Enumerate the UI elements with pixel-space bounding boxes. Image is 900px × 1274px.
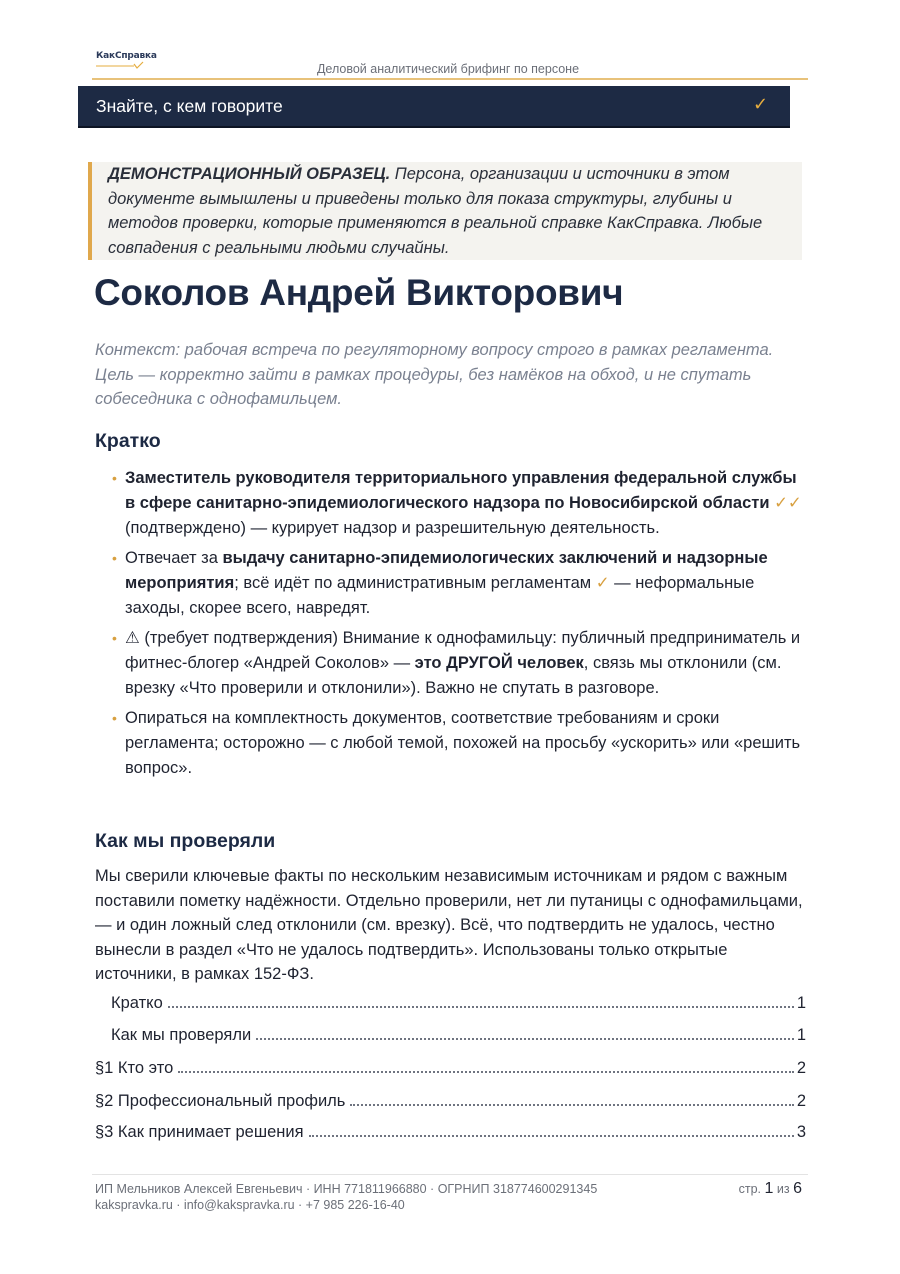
list-item-text: (подтверждено) — курирует надзор и разрешительную деятельность. <box>125 519 660 537</box>
banner-title: Знайте, с кем говорите <box>96 96 283 116</box>
footer-contacts[interactable]: kakspravka.ru · info@kakspravka.ru · +7 985 226-16-40 <box>95 1198 405 1212</box>
list-item-text: ; всё идёт по административным регламентам <box>234 574 596 592</box>
double-check-icon: ✓✓ <box>774 494 802 512</box>
disclaimer-text <box>108 162 794 260</box>
toc-item-summary[interactable] <box>95 994 806 1016</box>
toc-page-number: 1 <box>796 994 806 1012</box>
toc-page-number: 1 <box>796 1026 806 1044</box>
list-item-text: — неформальные заходы, скорее всего, навредят. <box>125 574 755 617</box>
toc-item-section-1[interactable] <box>95 1059 806 1081</box>
list-item-bold: это ДРУГОЙ человек <box>414 654 584 672</box>
list-item <box>112 466 810 541</box>
bullet-dot-icon: • <box>112 550 117 566</box>
title-banner <box>78 86 790 128</box>
page-prefix: стр. <box>738 1182 762 1196</box>
page-number <box>739 1180 802 1198</box>
toc-item-method[interactable] <box>95 1026 806 1048</box>
bullet-dot-icon: • <box>112 630 117 646</box>
header-divider <box>92 78 808 80</box>
disclaimer-label: ДЕМОНСТРАЦИОННЫЙ ОБРАЗЕЦ. <box>108 165 391 183</box>
toc-label: Кратко <box>111 994 163 1012</box>
bullet-dot-icon: • <box>112 470 117 486</box>
section-title-method: Как мы проверяли <box>95 830 276 852</box>
list-item <box>112 706 810 781</box>
list-item-text: , связь мы отклонили (см. врезку «Что проверили и отклонили»). Важно не спутать в разговоре. <box>125 654 782 697</box>
brand-logo-text: КакСправка <box>96 51 157 61</box>
method-paragraph: Мы сверили ключевые факты по нескольким независимым источникам и рядом с важным поставили пометку надёжности. Отдельно проверили, нет ли путаницы с однофамильцами, — и один ложный след отклонили (см. врезку). Всё, что подтвердить не удалось, честно вынесли в раздел «Что не удалось подтвердить». Использованы только открытые источники, в рамках 152-ФЗ. <box>95 867 803 983</box>
section-title-summary: Кратко <box>95 430 161 452</box>
page-total: 6 <box>793 1180 802 1197</box>
footer-legal: ИП Мельников Алексей Евгеньевич · ИНН 771811966880 · ОГРНИП 318774600291345 <box>95 1182 598 1196</box>
toc-page-number: 3 <box>796 1123 806 1141</box>
toc-page-number: 2 <box>796 1092 806 1110</box>
summary-list <box>112 466 810 786</box>
toc-item-section-3[interactable] <box>95 1123 806 1145</box>
warning-icon: ⚠ <box>125 629 140 647</box>
list-item <box>112 546 810 621</box>
list-item <box>112 626 810 701</box>
page-of: из <box>776 1182 790 1196</box>
toc-item-section-2[interactable] <box>95 1092 806 1114</box>
toc-leader <box>309 1125 794 1137</box>
demo-disclaimer <box>88 162 802 260</box>
disclaimer-body: Персона, организации и источники в этом документе вымышлены и приведены только для показа структуры, глубины и методов проверки, которые применяются в реальной справке КакСправка. Любые совпадения с реальными людьми случайны. <box>108 165 763 257</box>
page-current: 1 <box>764 1180 774 1197</box>
list-item-text: Отвечает за <box>125 549 223 567</box>
toc-label: §2 Профессиональный профиль <box>95 1092 346 1110</box>
bullet-dot-icon: • <box>112 710 117 726</box>
list-item-text: Опираться на комплектность документов, соответствие требованиям и сроки регламента; осторожно — с любой темой, похожей на просьбу «ускорить» или «решить вопрос». <box>125 709 801 777</box>
toc-label: Как мы проверяли <box>111 1026 252 1044</box>
toc-leader <box>168 996 794 1008</box>
document-subtitle: Деловой аналитический брифинг по персоне <box>316 62 580 76</box>
toc-leader <box>178 1061 794 1073</box>
list-item-bold: Заместитель руководителя территориального управления федеральной службы в сфере санитарно-эпидемиологического надзора по Новосибирской области <box>125 469 797 512</box>
meeting-context: Контекст: рабочая встреча по регуляторному вопросу строго в рамках регламента. Цель — корректно зайти в рамках процедуры, без намёков на обход, и не спутать собеседника с однофамильцем. <box>95 341 774 408</box>
check-icon: ✓ <box>595 574 610 592</box>
person-name: Соколов Андрей Викторович <box>94 272 624 313</box>
toc-page-number: 2 <box>796 1059 806 1077</box>
check-icon: ✓ <box>753 94 769 114</box>
toc-label: §3 Как принимает решения <box>95 1123 304 1141</box>
toc-label: §1 Кто это <box>95 1059 174 1077</box>
list-item-bold: выдачу санитарно-эпидемиологических заключений и надзорные мероприятия <box>125 549 768 592</box>
toc-leader <box>256 1028 794 1040</box>
list-item-text: (требует подтверждения) Внимание к однофамильцу: публичный предприниматель и фитнес-блогер «Андрей Соколов» — <box>125 629 801 672</box>
footer-divider <box>92 1174 808 1175</box>
toc-leader <box>350 1094 793 1106</box>
